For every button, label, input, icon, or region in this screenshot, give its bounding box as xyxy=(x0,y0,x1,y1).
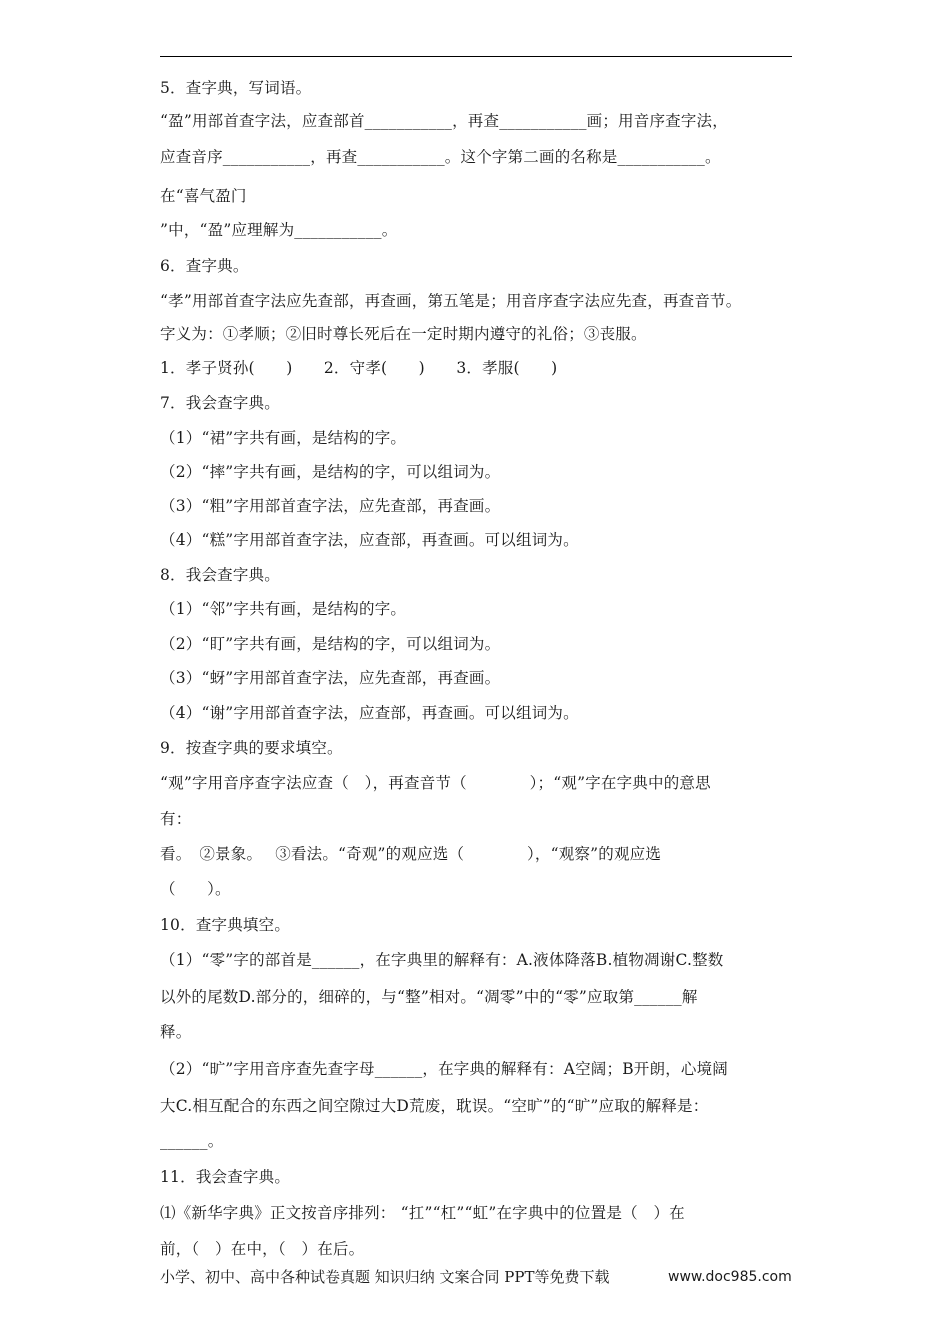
q8-item-4: （4）“谢”字用部首查字法，应查部，再查画。可以组词为。 xyxy=(160,704,579,722)
q10-text-line-6: ______。 xyxy=(160,1132,224,1150)
q7-item-3: （3）“粗”字用部首查字法，应先查部，再查画。 xyxy=(160,497,501,515)
q11-text-line-1: ⑴《新华字典》正文按音序排列： “扛”“杠”“虹”在字典中的位置是（ ）在 xyxy=(160,1204,685,1222)
footer-text: 小学、初中、高中各种试卷真题 知识归纳 文案合同 PPT等免费下载 xyxy=(160,1268,610,1286)
header-rule xyxy=(160,56,792,57)
q11-text-line-2: 前，（ ）在中，（ ）在后。 xyxy=(160,1240,365,1258)
q9-text-line-3: 看。 ②景象。 ③看法。“奇观”的观应选（ ），“观察”的观应选 xyxy=(160,845,662,863)
q9-text-line-2: 有： xyxy=(160,810,192,828)
q5-heading: 5．查字典，写词语。 xyxy=(160,79,312,97)
page-footer xyxy=(160,1267,792,1287)
q10-text-line-4: （2）“旷”字用音序查先查字母______，在字典的解释有：A空阔；B开朗，心境阔 xyxy=(160,1060,728,1078)
q8-item-1: （1）“邻”字共有画，是结构的字。 xyxy=(160,600,407,618)
q11-heading: 11．我会查字典。 xyxy=(160,1168,291,1186)
q5-text-line-1: “盈”用部首查字法，应查部首___________，再查___________画；用音序查字法， xyxy=(160,112,728,130)
q6-text-line-1: “孝”用部首查字法应先查部，再查画，第五笔是；用音序查字法应先查，再查音节。 xyxy=(160,292,742,310)
q5-text-line-4: ”中，“盈”应理解为___________。 xyxy=(160,221,398,239)
q6-options: 1．孝子贤孙( ) 2．守孝( ) 3．孝服( ) xyxy=(160,359,558,377)
q9-heading: 9．按查字典的要求填空。 xyxy=(160,739,343,757)
q10-text-line-2: 以外的尾数D.部分的，细碎的，与“整”相对。“凋零”中的“零”应取第______解 xyxy=(160,988,698,1006)
q9-text-line-1: “观”字用音序查字法应查（ ），再查音节（ ）；“观”字在字典中的意思 xyxy=(160,774,711,792)
q10-text-line-5: 大C.相互配合的东西之间空隙过大D荒废，耽误。“空旷”的“旷”应取的解释是： xyxy=(160,1097,709,1115)
q6-heading: 6．查字典。 xyxy=(160,257,249,275)
q7-item-2: （2）“摔”字共有画，是结构的字，可以组词为。 xyxy=(160,463,501,481)
q10-heading: 10．查字典填空。 xyxy=(160,916,291,934)
q9-text-line-4: （ ）。 xyxy=(160,880,231,898)
q5-text-line-3: 在“喜气盈门 xyxy=(160,187,247,205)
q7-heading: 7．我会查字典。 xyxy=(160,394,280,412)
q10-text-line-3: 释。 xyxy=(160,1023,192,1041)
q8-item-2: （2）“盯”字共有画，是结构的字，可以组词为。 xyxy=(160,635,501,653)
q8-heading: 8．我会查字典。 xyxy=(160,566,280,584)
q7-item-4: （4）“糕”字用部首查字法，应查部，再查画。可以组词为。 xyxy=(160,531,579,549)
q6-text-line-2: 字义为：①孝顺；②旧时尊长死后在一定时期内遵守的礼俗；③丧服。 xyxy=(160,325,647,343)
footer-url[interactable]: www.doc985.com xyxy=(668,1269,792,1285)
q8-item-3: （3）“蚜”字用部首查字法，应先查部，再查画。 xyxy=(160,669,501,687)
q5-text-line-2: 应查音序___________，再查___________。这个字第二画的名称是___________。 xyxy=(160,148,721,166)
q7-item-1: （1）“裙”字共有画，是结构的字。 xyxy=(160,429,407,447)
q10-text-line-1: （1）“零”字的部首是______，在字典里的解释有：A.液体降落B.植物凋谢C.整数 xyxy=(160,951,724,969)
